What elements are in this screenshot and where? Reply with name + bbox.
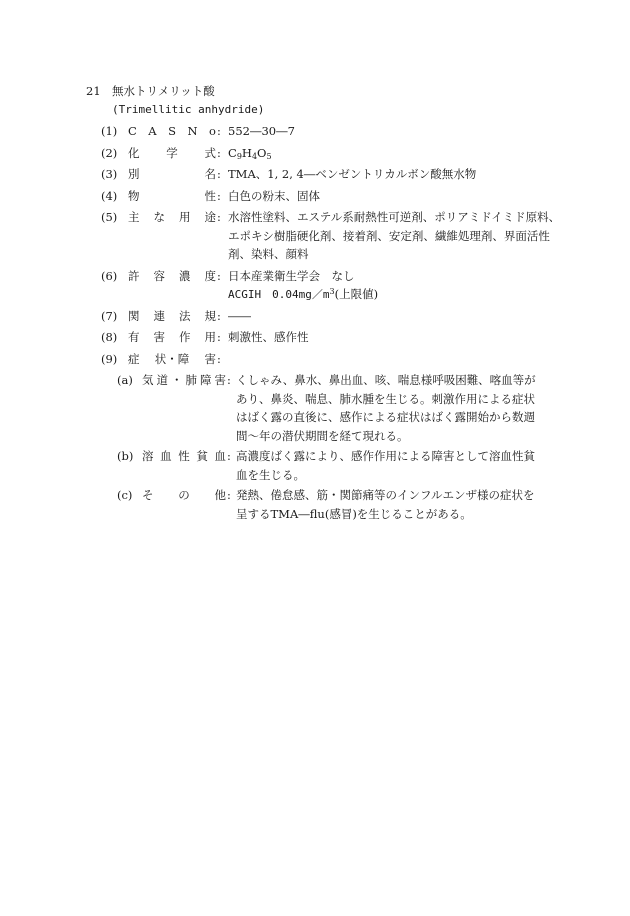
label-char: o	[209, 124, 216, 138]
label-char: 用	[204, 330, 216, 344]
label-char: 物	[128, 188, 140, 203]
english-name: (Trimellitic anhydride)	[112, 103, 265, 116]
label-char: 度	[204, 268, 216, 283]
label-char: の	[178, 488, 190, 502]
label-char: 法	[179, 308, 191, 323]
item-value: 白色の粉末、固体	[228, 188, 320, 203]
item-number: (2)	[101, 145, 118, 160]
label-char: 肺	[185, 373, 197, 387]
label-char: N	[187, 124, 198, 138]
label-char: 容	[153, 268, 165, 283]
label-char: 許	[128, 268, 140, 283]
label-char: 性	[178, 449, 190, 463]
subitem-colon: :	[227, 488, 231, 502]
label-char: 主	[128, 210, 140, 224]
label-char: 別	[128, 167, 140, 181]
item-value: エポキシ樹脂硬化剤、接着剤、安定剤、繊維処理剤、界面活性	[228, 228, 550, 243]
item-number: (8)	[101, 330, 118, 344]
subitem-label	[142, 488, 226, 502]
label-char: 学	[166, 145, 178, 160]
item-number: (4)	[101, 188, 118, 203]
label-char: 貧	[196, 449, 208, 463]
item-colon: :	[217, 308, 221, 323]
item-value: TMA、1, 2, 4―ベンゼントリカルボン酸無水物	[228, 167, 477, 181]
label-char: 規	[204, 308, 216, 323]
label-char: 作	[179, 330, 191, 344]
subitem-colon: :	[227, 373, 231, 387]
subitem-value: くしゃみ、鼻水、鼻出血、咳、喘息様呼吸困難、喀血等が	[236, 373, 536, 387]
subitem-value: はばく露の直後に、感作による症状はばく露開始から数週	[236, 410, 535, 424]
label-char: 連	[153, 308, 165, 323]
label-char: 症	[128, 351, 140, 366]
item-number: (6)	[101, 268, 118, 283]
subitem-colon: :	[227, 449, 231, 463]
subitem-value: 高濃度ばく露により、感作作用による障害として溶血性貧	[236, 449, 535, 463]
item-label	[128, 269, 216, 283]
label-char: 溶	[142, 449, 154, 463]
subitem-value: 血を生じる。	[236, 467, 305, 482]
item-number: (9)	[101, 351, 118, 366]
label-char: ・	[171, 373, 183, 387]
item-label	[128, 330, 216, 344]
label-char: 状・障	[154, 351, 190, 366]
label-char: 関	[128, 308, 140, 323]
label-char: 障	[200, 373, 212, 387]
label-char: 式	[204, 145, 216, 160]
label-char: そ	[142, 488, 154, 502]
label-char: 用	[179, 210, 191, 224]
label-char: 血	[160, 449, 172, 463]
item-colon: :	[217, 188, 221, 203]
chemical-formula: $C_9H_4O_5$	[228, 145, 272, 161]
label-char: 途	[204, 210, 216, 224]
item-value: ――	[228, 308, 251, 323]
label-char: C	[128, 124, 137, 138]
label-char: 道	[156, 373, 168, 387]
subitem-label	[142, 373, 226, 387]
item-colon: :	[217, 330, 221, 344]
label-char: 血	[214, 449, 226, 463]
subitem-value: 間～年の潜伏期間を経て現れる。	[236, 428, 409, 443]
label-char: な	[153, 210, 165, 224]
item-value: 刺激性、感作性	[228, 330, 309, 344]
item-label	[128, 146, 216, 160]
subitem-number: (b)	[117, 449, 134, 463]
subitem-value: 発熱、倦怠感、筋・関節痛等のインフルエンザ様の症状を	[236, 488, 535, 502]
label-char: 害	[153, 330, 165, 344]
item-label	[128, 189, 216, 203]
item-label	[128, 167, 216, 181]
acgih-value: ACGIH $0.04mg/m^3$(上限値)	[228, 287, 379, 301]
item-colon: :	[217, 124, 221, 138]
item-number: (5)	[101, 210, 118, 224]
label-char: 化	[128, 145, 140, 160]
item-number: (7)	[101, 308, 118, 323]
item-value: 水溶性塗料、エステル系耐熱性可逆剤、ポリアミドイミド原料、	[228, 210, 561, 224]
item-value: 剤、染料、顔料	[228, 247, 309, 261]
item-colon: :	[217, 210, 221, 224]
item-value: 552―30―7	[228, 124, 295, 138]
item-number: (1)	[101, 124, 118, 138]
subitem-number: (a)	[117, 373, 133, 387]
section-title: 無水トリメリット酸	[112, 84, 215, 98]
label-char: 害	[214, 373, 226, 387]
label-char: 気	[142, 373, 154, 387]
label-char: 害	[204, 351, 216, 366]
subitem-number: (c)	[117, 488, 133, 502]
item-colon: :	[217, 351, 221, 366]
item-colon: :	[217, 167, 221, 181]
item-label	[128, 309, 216, 323]
subitem-value: あり、鼻炎、喘息、肺水腫を生じる。刺激作用による症状	[236, 391, 535, 406]
label-char: 名	[204, 167, 216, 181]
item-colon: :	[217, 145, 221, 160]
subitem-value: 呈するTMA―flu(感冒)を生じることがある。	[236, 506, 472, 521]
label-char: 有	[128, 330, 140, 344]
section-number: 21	[86, 84, 101, 98]
label-char: 濃	[179, 268, 191, 283]
subitem-label	[142, 449, 226, 463]
label-char: A	[148, 124, 157, 138]
label-char: S	[168, 124, 176, 138]
item-value: 日本産業衛生学会 なし	[228, 268, 355, 283]
label-char: 他	[214, 488, 226, 502]
item-label	[128, 124, 216, 138]
item-label	[128, 210, 216, 224]
item-label	[128, 352, 216, 366]
label-char: 性	[204, 188, 216, 203]
item-number: (3)	[101, 167, 118, 181]
item-colon: :	[217, 268, 221, 283]
